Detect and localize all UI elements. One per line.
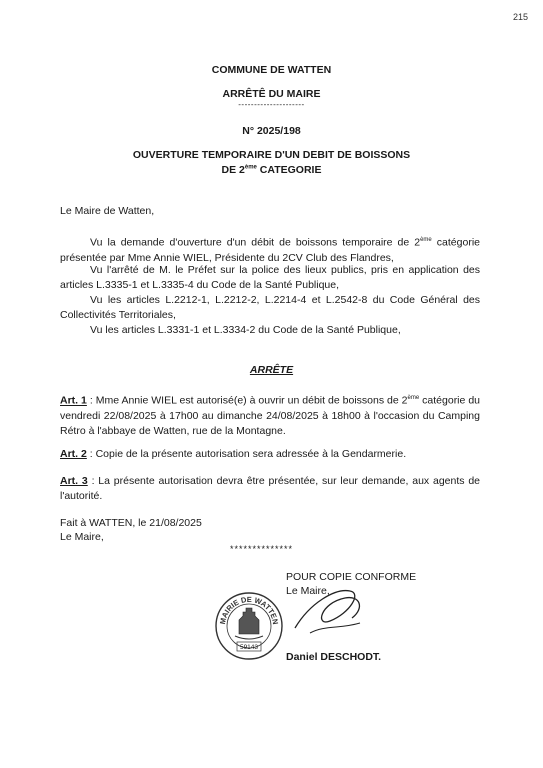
considerant-2: Vu l'arrêté de M. le Préfet sur la police des lieux publics, pris en application des articles L.3335-1 et L.3335-4 du Code de la Santé Publique, [60, 264, 480, 291]
copie-conforme: POUR COPIE CONFORME [286, 571, 417, 583]
page-number: 215 [512, 12, 528, 22]
document-title-line1: OUVERTURE TEMPORAIRE D'UN DEBIT DE BOISSONS [132, 149, 411, 161]
signature-scribble [290, 583, 370, 643]
article-3: Art. 3 : La présente autorisation devra être présentée, sur leur demande, aux agents de l'autorité. [60, 475, 481, 502]
arrete-du-maire-title: ARRÊTÊ DU MAIRE [222, 88, 321, 100]
considerant-3: Vu les articles L.2212-1, L.2212-2, L.2214-4 et L.2542-8 du Code Général des Collectivités Territoriales, [60, 294, 480, 321]
document-title-line2: DE 2ème CATEGORIE [221, 164, 322, 176]
arrete-number: N° 2025/198 [242, 125, 301, 137]
article-1: Art. 1 : Mme Annie WIEL est autorisé(e) à ouvrir un débit de boissons de 2ème catégorie du vendredi 22/08/2025 à 17h00 au dimanche 24/08/2025 à 18h00 à l'occasion du Camping Rétro à l'abbaye de Watten, rue de la Montagne. [60, 394, 480, 437]
salutation: Le Maire de Watten, [60, 205, 155, 217]
fait-a: Fait à WATTEN, le 21/08/2025 [60, 517, 202, 529]
le-maire: Le Maire, [60, 531, 104, 543]
considerant-1: Vu la demande d'ouverture d'un débit de boissons temporaire de 2ème catégorie présentée par Mme Annie WIEL, Présidente du 2CV Club des Flandres, [60, 236, 480, 264]
commune-title: COMMUNE DE WATTEN [211, 64, 332, 76]
stamp-text: MAIRIE DE WATTEN [217, 594, 281, 626]
official-stamp [213, 590, 285, 662]
considerant-4: Vu les articles L.3331-1 et L.3334-2 du Code de la Santé Publique, [90, 324, 401, 336]
stamp-postal-code: 59143 [239, 644, 259, 651]
arrete-heading: ARRÊTE [249, 364, 294, 376]
signatory-name: Daniel DESCHODT. [286, 651, 382, 663]
article-2: Art. 2 : Copie de la présente autorisation sera adressée à la Gendarmerie. [60, 448, 407, 460]
separator: --------------------- [238, 100, 305, 109]
le-maire-signature-label: Le Maire, [286, 585, 330, 597]
stars-separator: ************** [230, 544, 294, 554]
